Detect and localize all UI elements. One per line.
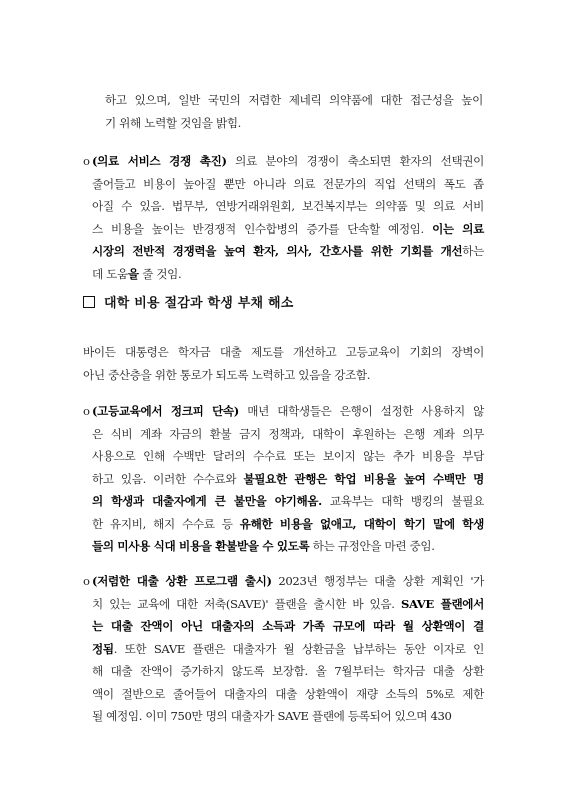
bold-text: (고등교육에서 정크피 단속) [92, 404, 239, 418]
text-run: 치 있는 교육에 대한 저축(SAVE)' 플랜을 출시한 바 있음. [92, 596, 401, 611]
paragraph-line [92, 705, 484, 728]
section-intro [83, 341, 484, 386]
section-title: 대학 비용 절감과 학생 부채 해소 [104, 296, 294, 311]
paragraph-line [92, 400, 484, 423]
paragraph-line [92, 535, 484, 558]
paragraph-line [92, 240, 484, 263]
intro-continuation [105, 89, 483, 134]
text-run: 스 비용을 높이는 반경쟁적 인수합병의 증가를 단속할 예정임. [92, 221, 433, 236]
bullet-marker: o [83, 404, 90, 418]
paragraph-line [92, 570, 484, 593]
paragraph-line: 기 위해 노력할 것임을 밝힘. [105, 115, 242, 130]
bullet-marker: o [83, 574, 90, 588]
text-run: 될 예정임. 이미 750만 명의 대출자가 SAVE 플랜에 등록되어 있으며 430 [92, 709, 452, 723]
medical-competition-bullet [92, 150, 484, 285]
paragraph-line [92, 468, 484, 491]
bold-text: (의료 서비스 경쟁 촉진) [92, 154, 227, 168]
paragraph-line [92, 173, 484, 196]
paragraph-line [92, 195, 484, 218]
bold-text: 유해한 비용을 없애고, 대학이 학기 말에 학생 [239, 516, 484, 531]
text-run: 줄어들고 비용이 높아질 뿐만 아니라 의료 전문가의 직업 선택의 폭도 좁 [92, 176, 484, 191]
paragraph-line: 아닌 중산층을 위한 통로가 되도록 노력하고 있음을 강조함. [83, 367, 371, 382]
bold-text: 들의 미사용 식대 비용을 환불받을 수 있도록 [92, 539, 310, 553]
paragraph-line [92, 423, 484, 446]
text-run: 아질 수 있음. 법무부, 연방거래위원회, 보건복지부는 의약품 및 의료 서비 [92, 199, 484, 213]
paragraph-line [92, 150, 484, 173]
text-run: 한 유지비, 해지 수수료 등 [92, 516, 240, 531]
text-run: 해 대출 잔액이 증가하지 않도록 보장함. 올 7월부터는 학자금 대출 상환 [92, 664, 484, 678]
text-run: 교육부는 대학 뱅킹의 불필요 [321, 494, 484, 508]
text-run: 은 식비 계좌 자금의 환불 금지 정책과, 대학이 후원하는 은행 계좌 의무 [92, 426, 484, 441]
section-heading [83, 292, 293, 316]
text-run: 줄 것임. [138, 266, 182, 281]
paragraph-line [92, 218, 484, 241]
paragraph-line [92, 683, 484, 706]
paragraph-line [92, 638, 484, 661]
paragraph-line [92, 513, 484, 536]
paragraph-line [92, 660, 484, 683]
text-run: 액이 절반으로 줄어들어 대출자의 대출 상환액이 재량 소득의 5%로 제한 [92, 686, 484, 701]
text-run: 하는 [462, 244, 484, 258]
paragraph-line [92, 615, 484, 638]
junk-fees-bullet [92, 400, 484, 558]
text-run: 데 도움 [92, 266, 128, 281]
loan-repayment-bullet [92, 570, 484, 728]
bold-text: 정됨 [92, 641, 114, 656]
bold-text: 불필요한 관행은 학업 비용을 높여 수백만 명 [243, 471, 484, 486]
text-run: 사용으로 인해 수백만 달러의 수수료 또는 보이지 않는 추가 비용을 부담 [92, 449, 484, 463]
paragraph-line: 바이든 대통령은 학자금 대출 제도를 개선하고 고등교육이 기회의 장벽이 [83, 345, 484, 359]
square-bullet-icon [83, 296, 95, 308]
bold-text: 의 학생과 대출자에게 큰 불만을 야기해옴. [92, 494, 322, 508]
text-run: . 또한 SAVE 플랜은 대출자가 월 상환금을 납부하는 동안 이자로 인 [113, 641, 484, 656]
text-run: 하는 규정안을 마련 중임. [309, 539, 435, 553]
text-run: 매년 대학생들은 은행이 설정한 사용하지 않 [238, 404, 484, 418]
paragraph-line [92, 490, 484, 513]
paragraph-line: 하고 있으며, 일반 국민의 저렴한 제네릭 의약품에 대한 접근성을 높이 [105, 93, 483, 107]
bold-text: 는 대출 잔액이 아닌 대출자의 소득과 가족 규모에 따라 월 상환액이 결 [92, 619, 484, 633]
bold-text: 을 [127, 266, 139, 281]
bold-text: SAVE 플랜에서 [400, 596, 484, 611]
text-run: 의료 분야의 경쟁이 축소되면 환자의 선택권이 [226, 154, 485, 168]
text-run: 2023년 행정부는 대출 상환 계획인 '가 [271, 574, 485, 588]
text-run: 하고 있음. 이러한 수수료와 [92, 471, 244, 486]
paragraph-line [92, 593, 484, 616]
bullet-marker: o [83, 154, 90, 168]
bold-text: 시장의 전반적 경쟁력을 높여 환자, 의사, 간호사를 위한 기회를 개선 [92, 244, 463, 258]
bold-text: 이는 의료 [432, 221, 484, 236]
paragraph-line [92, 445, 484, 468]
bold-text: (저렴한 대출 상환 프로그램 출시) [92, 574, 272, 588]
paragraph-line [92, 263, 484, 286]
